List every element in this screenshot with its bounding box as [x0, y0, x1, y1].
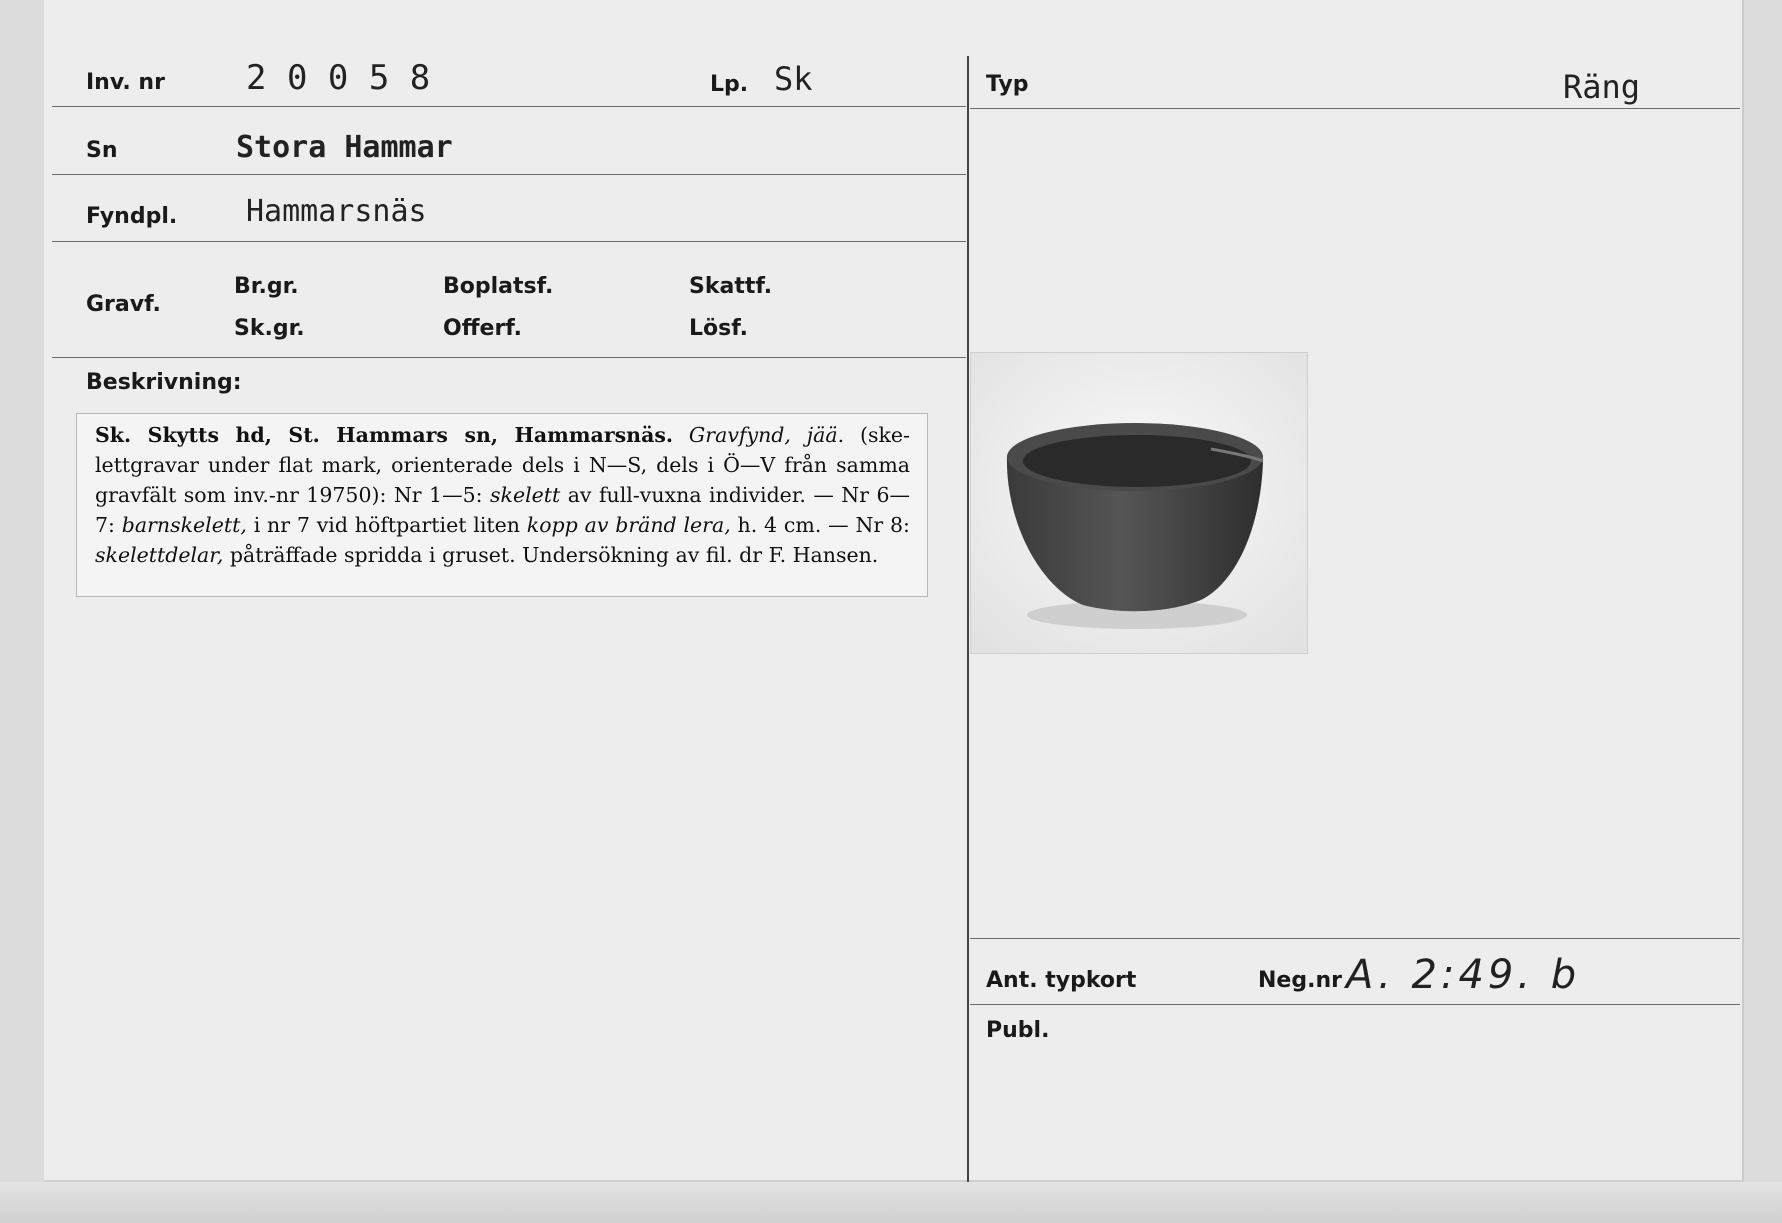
scan-edge [0, 1182, 1782, 1223]
boplatsf-label: Boplatsf. [443, 274, 554, 299]
row-divider [52, 241, 966, 242]
description-slip [76, 413, 928, 597]
beskrivning-label: Beskrivning: [86, 370, 242, 395]
row-divider [970, 1004, 1740, 1005]
description-text: Sk. Skytts hd, St. Hammars sn, Hammarsnäs. Gravfynd, jää. (ske-lettgravar under flat mark, orienterade dels i N—S, dels i Ö—V från samma gravfält som inv.-nr 19750): Nr 1—5: skelett av full-vuxna individer. — Nr 6—7: barnskelett, i nr 7 vid höftpartiet liten kopp av bränd lera, h. 4 cm. — Nr 8: skelettdelar, påträffade spridda i gruset. Undersökning av fil. dr F. Hansen. [95, 423, 910, 567]
skattf-label: Skattf. [689, 274, 773, 299]
fyndpl-label: Fyndpl. [86, 204, 178, 229]
negnr-value: A. 2:49. b [1346, 952, 1581, 998]
sn-value: Stora Hammar [236, 130, 453, 165]
description-place: Sk. Skytts hd, St. Hammars sn, Hammarsnäs. [95, 423, 674, 447]
artifact-photo [970, 352, 1308, 654]
sn-label: Sn [86, 138, 118, 163]
column-divider [967, 56, 969, 1182]
clay-cup-image [971, 353, 1307, 653]
row-divider [52, 174, 966, 175]
negnr-label: Neg.nr [1258, 968, 1342, 993]
publ-label: Publ. [986, 1018, 1050, 1043]
lp-label: Lp. [710, 72, 749, 97]
typ-label: Typ [986, 72, 1029, 97]
row-divider [52, 357, 966, 358]
inv-nr-label: Inv. nr [86, 70, 165, 95]
row-divider [970, 938, 1740, 939]
row-divider [970, 108, 1740, 109]
lp-value: Sk [774, 60, 813, 98]
offerf-label: Offerf. [443, 316, 523, 341]
losf-label: Lösf. [689, 316, 748, 341]
fyndpl-value: Hammarsnäs [246, 194, 427, 229]
row-divider [52, 106, 966, 107]
skgr-label: Sk.gr. [234, 316, 305, 341]
gravf-label: Gravf. [86, 292, 161, 317]
brgr-label: Br.gr. [234, 274, 299, 299]
inv-nr-value: 2 0 0 5 8 [246, 58, 431, 98]
ant-typkort-label: Ant. typkort [986, 968, 1137, 993]
typ-value: Räng [1563, 68, 1641, 106]
